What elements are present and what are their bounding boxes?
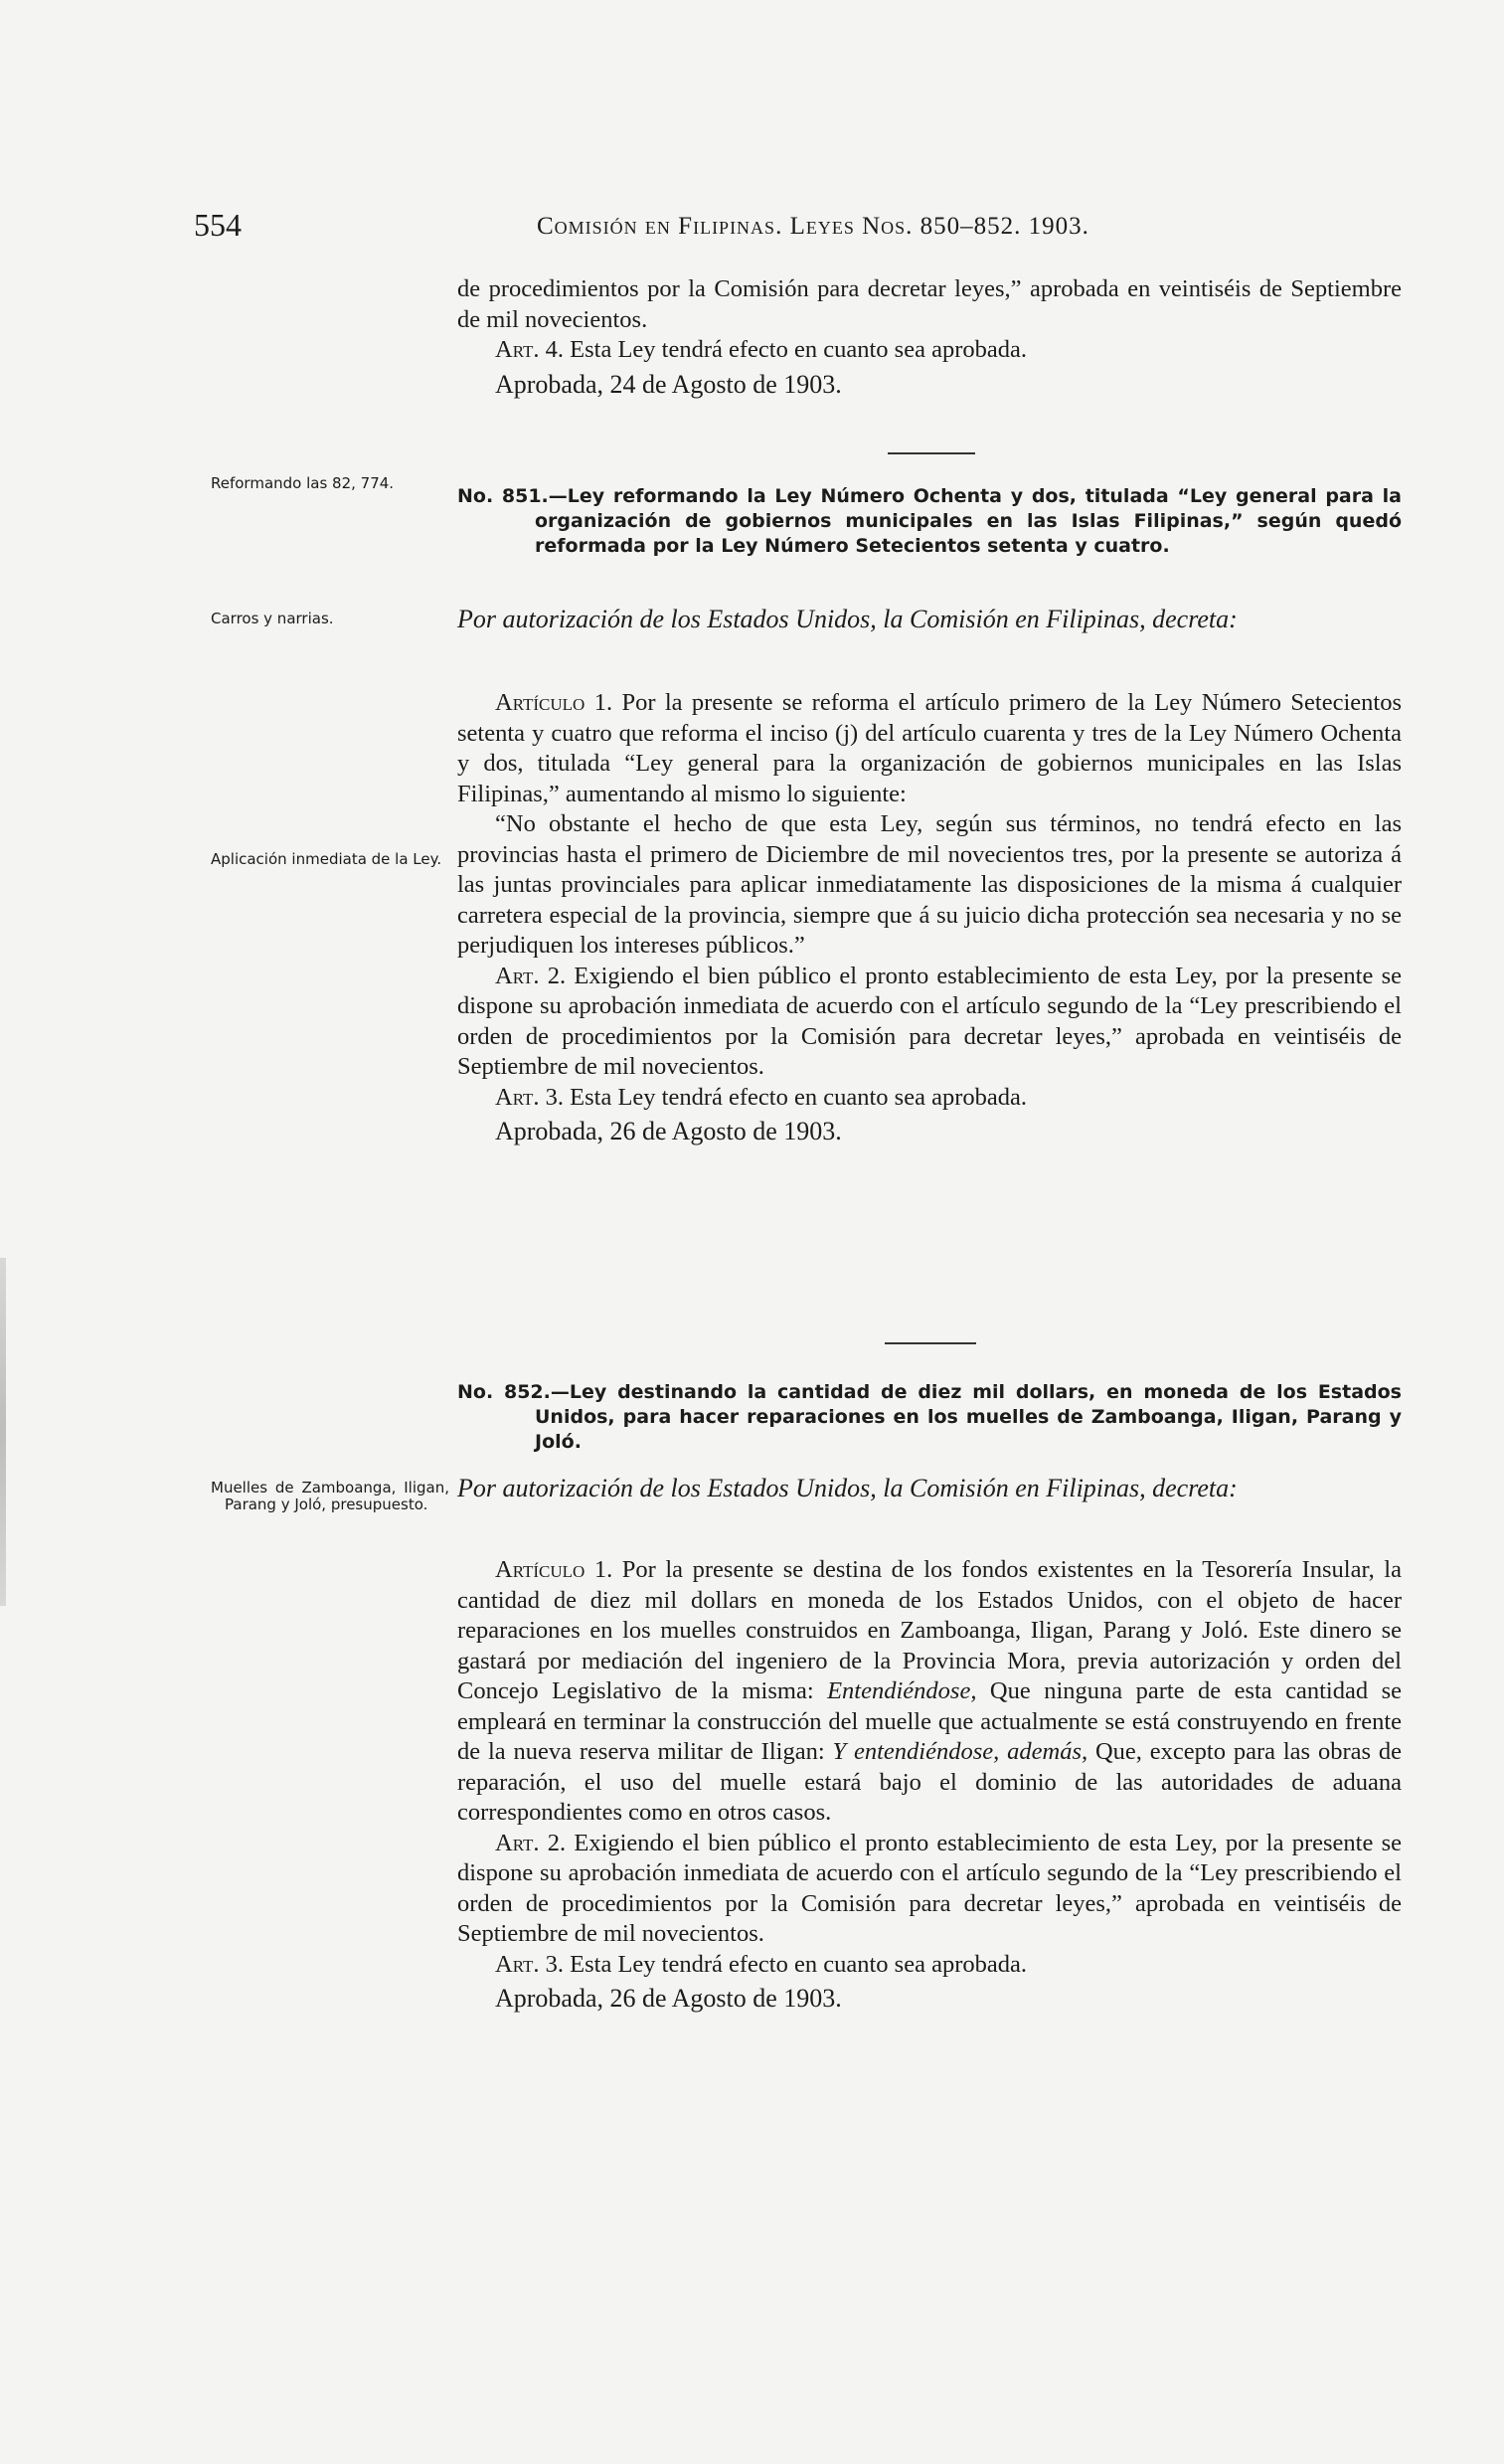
art-text: Que ninguna parte de esta cantidad se empleará en terminar la construcción del muelle que actualmente se está construyendo en frente de la nueva reserva militar de Iligan: (457, 1677, 1402, 1765)
preamble-text: Por autorización de los Estados Unidos, la Comisión en Filipinas, decreta: (457, 1474, 1238, 1502)
page-header (194, 207, 1327, 257)
law-851-quote: “No obstante el hecho de que esta Ley, según sus términos, no tendrá efecto en las provincias hasta el primero de Diciembre de mil novecientos tres, por la presente se autoriza á las juntas provinciales para aplicar inmediatamente las disposiciones de la misma á cualquier carretera especial de la provincia, siempre que á su juicio dicha protección sea necesaria y no se perjudiquen los intereses públicos.” (457, 810, 1402, 959)
law-851-approved: Aprobada, 26 de Agosto de 1903. (495, 1117, 842, 1145)
law-851-preamble (457, 605, 1402, 634)
art-text: Esta Ley tendrá efecto en cuanto sea aprobada. (564, 336, 1027, 363)
art-label: Art. 2. (495, 962, 567, 989)
art-label: Art. 3. (495, 1950, 565, 1978)
law-852-title-text: No. 852.—Ley destinando la cantidad de diez mil dollars, en moneda de los Estados Unidos, para hacer reparaciones en los muelles de Zamboanga, Iligan, Parang y Joló. (457, 1381, 1402, 1453)
margin-note-text: Muelles de Zamboanga, Iligan, Parang y Joló, presupuesto. (211, 1479, 449, 1513)
law-852-title (457, 1380, 1402, 1455)
margin-note-text: Carros y narrias. (211, 610, 334, 627)
preamble-text: Por autorización de los Estados Unidos, la Comisión en Filipinas, decreta: (457, 605, 1238, 633)
law-850-art-4 (457, 335, 1402, 366)
law-852-preamble (457, 1474, 1402, 1503)
art-italic: Entendiéndose, (827, 1677, 977, 1704)
law-851-title-text: No. 851.—Ley reformando la Ley Número Ochenta y dos, titulada “Ley general para la organización de gobiernos municipales en las Islas Filipinas,” según quedó reformada por la Ley Número Setecientos setenta y cuatro. (457, 485, 1402, 557)
art-label: Art. 4. (495, 336, 565, 363)
law-852-body (457, 1555, 1402, 2015)
law-852-art-2 (457, 1829, 1402, 1950)
law-850-tail (457, 274, 1402, 400)
law-851-body (457, 688, 1402, 1147)
section-divider (888, 452, 975, 454)
section-divider (885, 1342, 976, 1344)
art-text: Esta Ley tendrá efecto en cuanto sea aprobada. (564, 1083, 1027, 1111)
art-text: Exigiendo el bien público el pronto establecimiento de esta Ley, por la presente se dispone su aprobación inmediata de acuerdo con el artículo segundo de la “Ley prescribiendo el orden de procedimientos por la Comisión para decretar leyes,” aprobada en veintiséis de Septiembre de mil novecientos. (457, 962, 1402, 1080)
margin-note-text: Reformando las 82, 774. (211, 474, 395, 492)
art-label: Artículo 1. (495, 689, 613, 716)
art-text: Por la presente se reforma el artículo primero de la Ley Número Setecientos setenta y cuatro que reforma el inciso (j) del artículo cuarenta y tres de la Ley Número Ochenta y dos, titulada “Ley general para la organización de gobiernos municipales en las Islas Filipinas,” aumentando al mismo lo siguiente: (457, 689, 1402, 807)
law-851-art-3 (457, 1083, 1402, 1114)
page-number: 554 (194, 207, 242, 243)
law-850-approved: Aprobada, 24 de Agosto de 1903. (495, 369, 842, 399)
law-852-approved: Aprobada, 26 de Agosto de 1903. (495, 1984, 842, 2013)
art-italic: Y entendiéndose, además, (832, 1738, 1088, 1765)
law-852-art-1 (457, 1555, 1402, 1829)
running-title: Comisión en Filipinas. Leyes Nos. 850–852. 1903. (537, 213, 1089, 240)
margin-note-muelles (211, 1480, 449, 1513)
law-851-art-1 (457, 688, 1402, 809)
page-spine-shadow (0, 1258, 6, 1606)
law-851-title (457, 484, 1402, 559)
art-label: Art. 3. (495, 1083, 565, 1111)
margin-note-text: Aplicación inmediata de la Ley. (211, 850, 442, 868)
law-851-art-2 (457, 962, 1402, 1083)
art-label: Artículo 1. (495, 1556, 613, 1583)
margin-note-reformando (211, 475, 449, 492)
art-label: Art. 2. (495, 1829, 567, 1856)
law-850-paragraph: de procedimientos por la Comisión para decretar leyes,” aprobada en veintiséis de Septiembre de mil novecientos. (457, 275, 1402, 333)
art-text: Exigiendo el bien público el pronto establecimiento de esta Ley, por la presente se dispone su aprobación inmediata de acuerdo con el artículo segundo de la “Ley prescribiendo el orden de procedimientos por la Comisión para decretar leyes,” aprobada en veintiséis de Septiembre de mil novecientos. (457, 1829, 1402, 1947)
art-text: Que, excepto para las obras de reparación, el uso del muelle estará bajo el dominio de las autoridades de aduana correspondientes como en otros casos. (457, 1738, 1402, 1826)
margin-note-carros (211, 611, 449, 627)
margin-note-aplicacion (211, 851, 449, 868)
art-text: Por la presente se destina de los fondos existentes en la Tesorería Insular, la cantidad de diez mil dollars en moneda de los Estados Unidos, con el objeto de hacer reparaciones en los muelles construidos en Zamboanga, Iligan, Parang y Joló. Este dinero se gastará por mediación del ingeniero de la Provincia Mora, previa autorización y orden del Concejo Legislativo de la misma: (457, 1556, 1402, 1704)
art-text: Esta Ley tendrá efecto en cuanto sea aprobada. (564, 1950, 1027, 1978)
law-852-art-3 (457, 1950, 1402, 1981)
